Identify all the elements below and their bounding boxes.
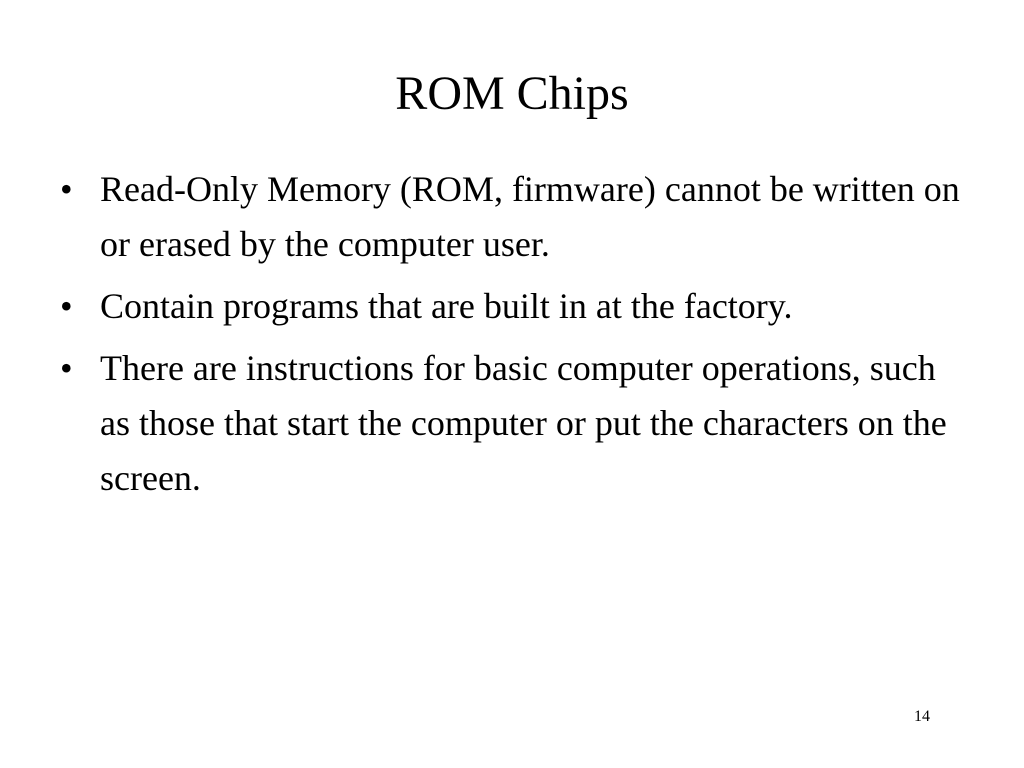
bullet-text-3: There are instructions for basic computer operations, such as those that start the computer or put the characters on the screen. bbox=[100, 348, 947, 498]
bullet-text-2: Contain programs that are built in at the factory. bbox=[100, 286, 793, 326]
bullet-item-2 bbox=[60, 279, 960, 334]
slide-title: ROM Chips bbox=[395, 67, 629, 120]
bullet-marker: • bbox=[60, 348, 73, 388]
bullet-item-3 bbox=[60, 341, 960, 506]
bullet-item-1 bbox=[60, 162, 960, 272]
bullet-marker: • bbox=[60, 286, 73, 326]
bullet-list bbox=[60, 162, 960, 513]
bullet-marker: • bbox=[60, 169, 73, 209]
bullet-text-1: Read-Only Memory (ROM, firmware) cannot be written on or erased by the computer user. bbox=[100, 169, 960, 264]
page-number: 14 bbox=[914, 708, 930, 725]
